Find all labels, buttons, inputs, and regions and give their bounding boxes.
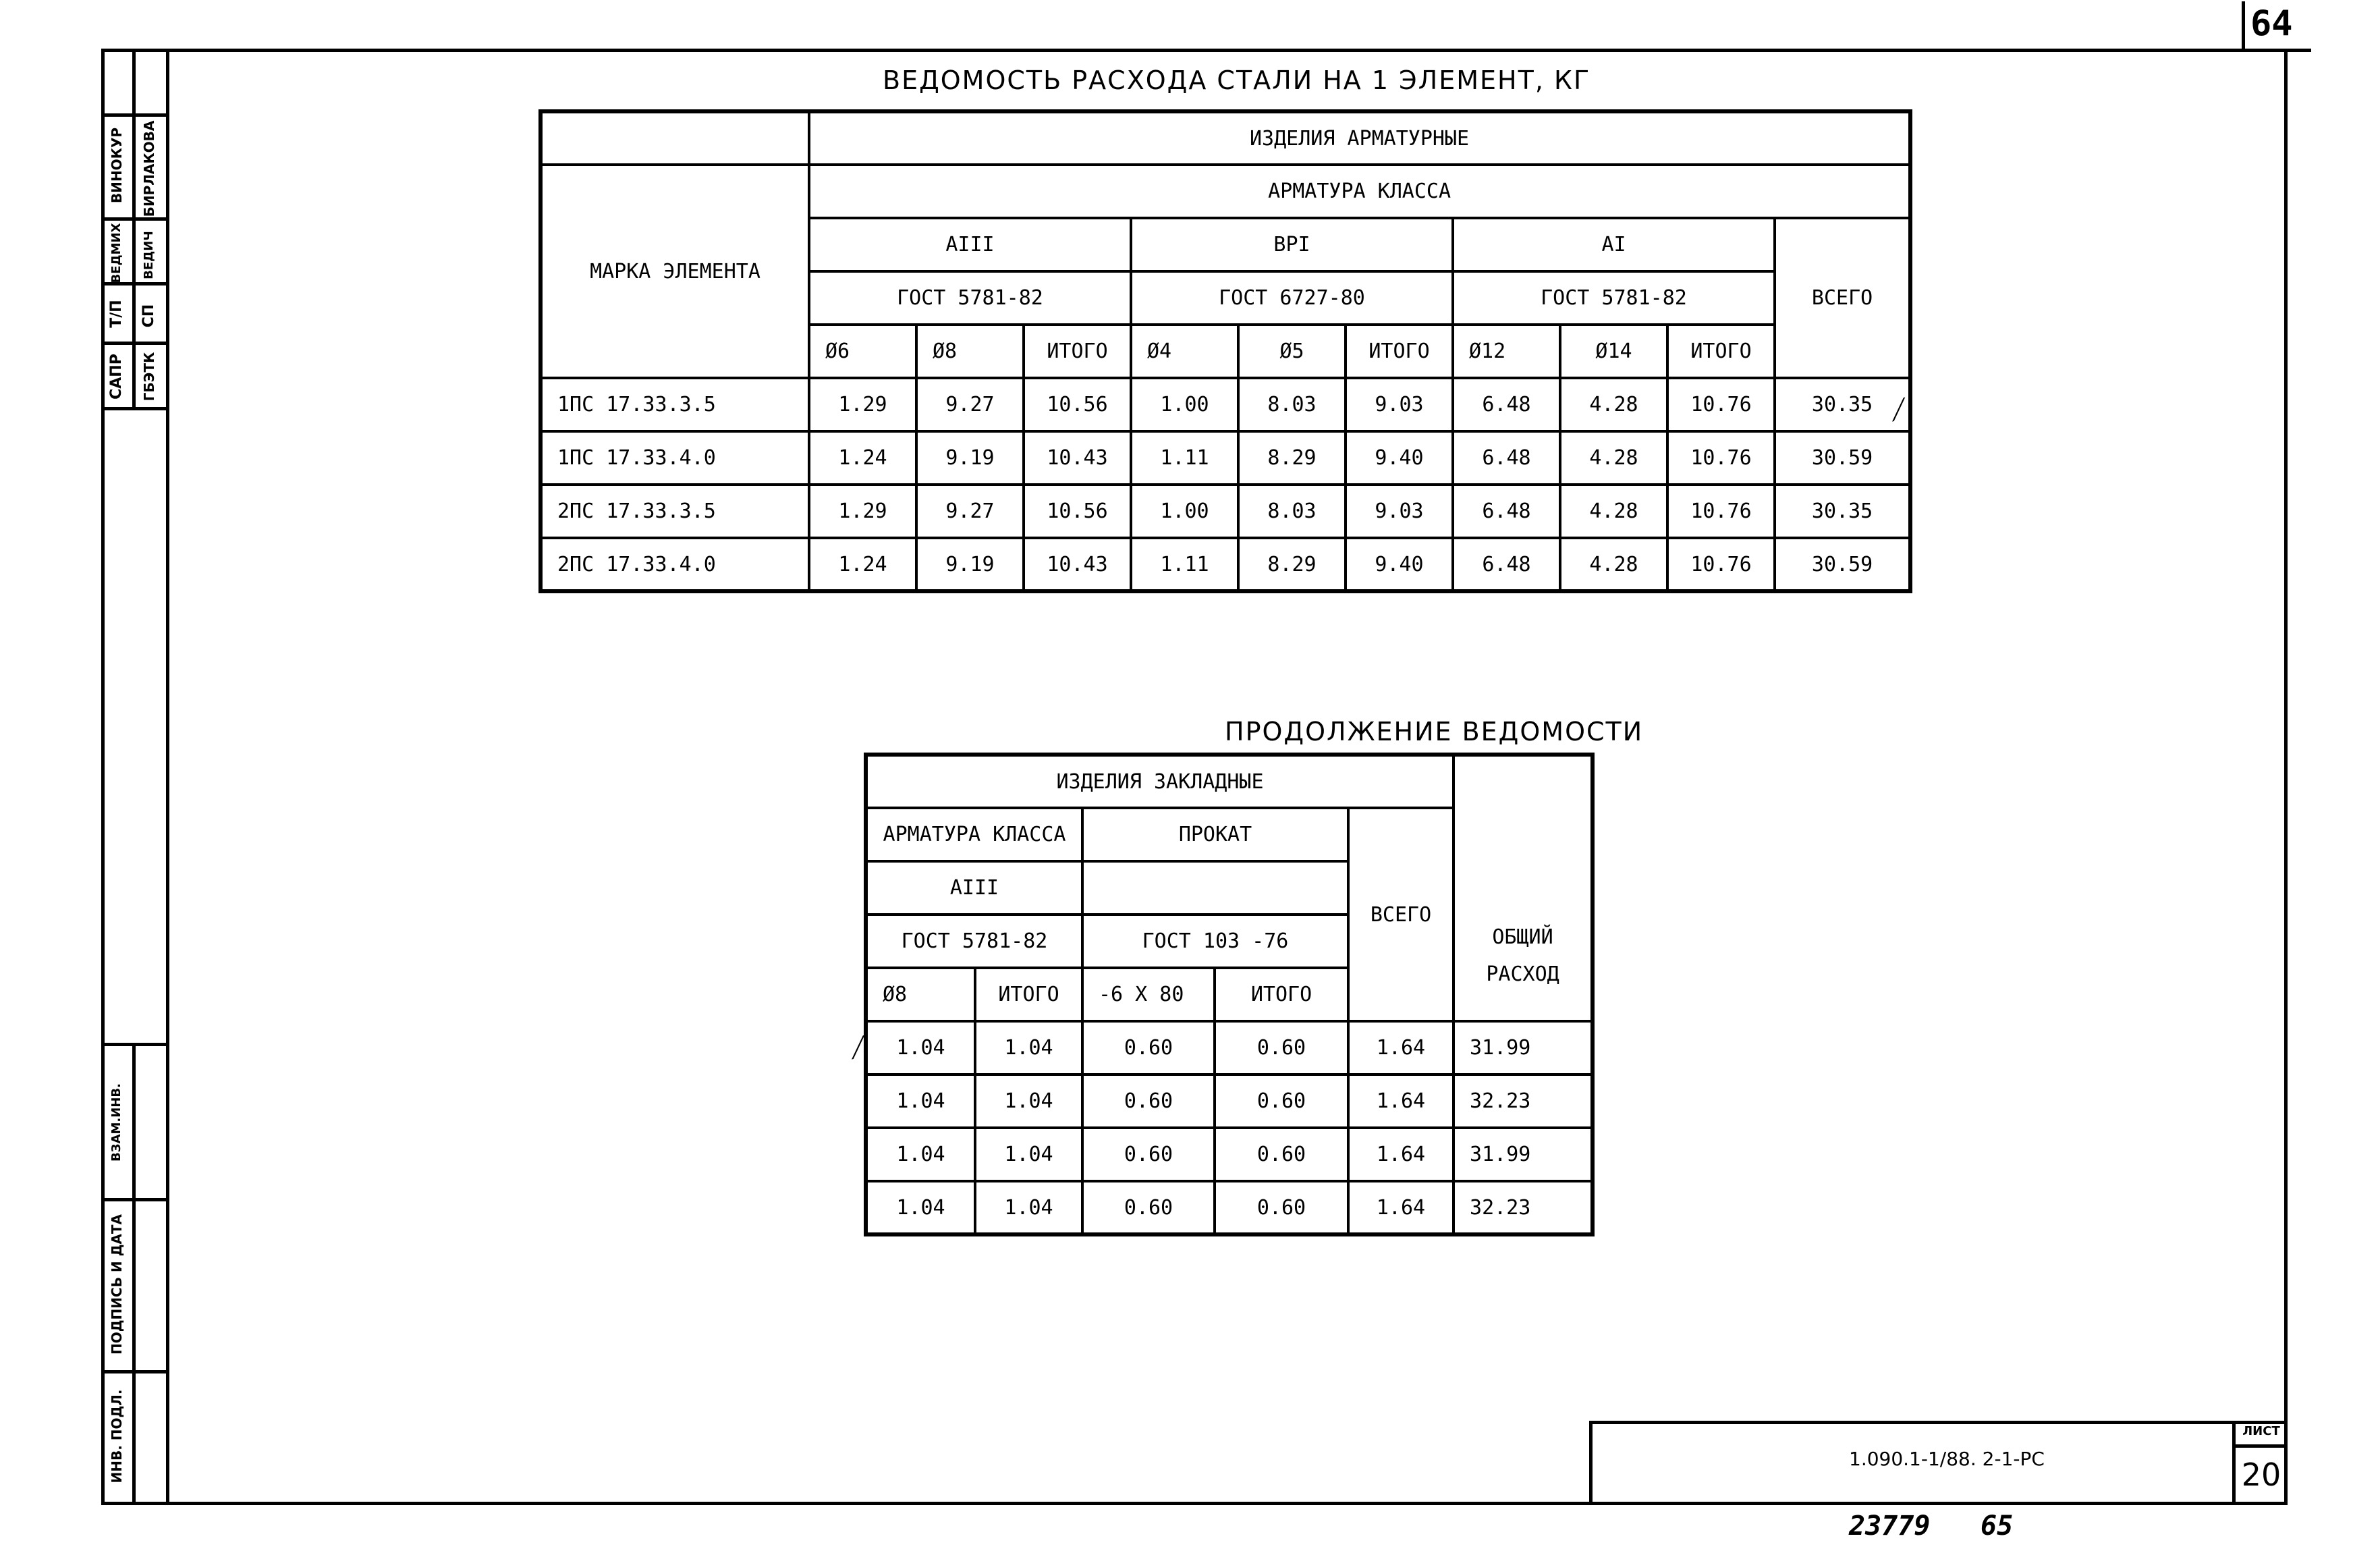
sheet-number: 20 [2241,1457,2281,1493]
stamp-role-sapr: САПР [108,354,125,400]
inventory-number: 23779 [1849,1511,1931,1542]
cell: 1.04 [975,1074,1082,1128]
header-products: ИЗДЕЛИЯ АРМАТУРНЫЕ [809,111,1910,165]
stamp-name-vedmikh: ВЕДМИХ [109,223,123,283]
cell: 0.60 [1082,1128,1215,1181]
table-row [866,1074,1593,1128]
header-col: Ø12 [1453,325,1560,378]
cell: 0.60 [1082,1021,1215,1074]
cell: 1.64 [1348,1074,1454,1128]
header-class: АРМАТУРА КЛАССА [866,808,1082,861]
cell: 6.48 [1453,538,1560,591]
stamp-role-sp: СП [140,304,157,328]
header-group-name: ВРI [1131,218,1453,271]
cell: 32.23 [1454,1074,1593,1128]
cell: 8.29 [1238,431,1346,485]
cell: 1.24 [809,431,916,485]
cell: 4.28 [1560,378,1667,431]
row-mark: 2ПС 17.33.4.0 [541,538,809,591]
cell: 1.04 [866,1128,975,1181]
cell: 1.29 [809,378,916,431]
cell: 1.11 [1131,431,1238,485]
cell: 9.19 [916,538,1024,591]
check-mark-icon: ⟋ [845,1031,872,1066]
cell: 0.60 [1215,1074,1348,1128]
cell: 4.28 [1560,538,1667,591]
cell: 1.64 [1348,1021,1454,1074]
cell: 10.56 [1024,378,1131,431]
cell: 9.40 [1346,538,1453,591]
cell: 1.64 [1348,1128,1454,1181]
header-col: Ø4 [1131,325,1238,378]
header-total: ВСЕГО [1775,218,1910,378]
cell: 10.43 [1024,431,1131,485]
stamp-org-gbetk: ГБЭТК [141,352,157,402]
header-col: ИТОГО [1215,968,1348,1021]
cell: 6.48 [1453,485,1560,538]
cell: 0.60 [1215,1181,1348,1234]
cell: 8.29 [1238,538,1346,591]
cell: 1.11 [1131,538,1238,591]
check-mark-icon: ⟋ [1885,393,1912,428]
footer-page-number: 65 [1981,1511,2014,1542]
row-mark: 2ПС 17.33.3.5 [541,485,809,538]
table-row [866,1181,1593,1234]
cell: 10.76 [1667,378,1775,431]
header-class-name: AIII [866,861,1082,915]
cell: 10.56 [1024,485,1131,538]
header-prokat: ПРОКАТ [1082,808,1348,861]
header-col: Ø8 [866,968,975,1021]
cell: 6.48 [1453,378,1560,431]
cell: 1.04 [975,1021,1082,1074]
stamp-label-inv-podl: ИНВ. ПОДЛ. [109,1389,125,1484]
cell: 0.60 [1082,1181,1215,1234]
header-group-gost: ГОСТ 5781-82 [809,271,1131,325]
stamp-bottom-top [101,1043,169,1046]
cell: 30.59 [1775,538,1910,591]
cell: 1.04 [866,1021,975,1074]
cell: 1.29 [809,485,916,538]
cell: 30.59 [1775,431,1910,485]
header-col: ИТОГО [975,968,1082,1021]
cell: 9.03 [1346,485,1453,538]
cell: 32.23 [1454,1181,1593,1234]
header-col: Ø14 [1560,325,1667,378]
empty-header-cell [541,111,809,165]
cell: 9.19 [916,431,1024,485]
cell: 31.99 [1454,1021,1593,1074]
stamp-role-tp: Т/П [108,300,125,328]
header-col: ИТОГО [1024,325,1131,378]
table-row [541,538,1910,591]
cell: 10.43 [1024,538,1131,591]
header-gost-b: ГОСТ 103 -76 [1082,915,1348,968]
header-col: -6 X 80 [1082,968,1215,1021]
cell: 9.27 [916,485,1024,538]
header-group-name: AIII [809,218,1131,271]
cell: 9.27 [916,378,1024,431]
row-mark: 1ПС 17.33.3.5 [541,378,809,431]
header-common [1454,755,1593,1021]
stamp-label-vzam-inv: ВЗАМ.ИНВ. [109,1083,123,1162]
cell: 0.60 [1215,1128,1348,1181]
cell: 30.35 [1775,485,1910,538]
steel-consumption-table [538,109,1912,593]
doc-code: 1.090.1-1/88. 2-1-PC [1849,1448,2045,1470]
stamp-name-birlakova: БИРЛАКОВА [141,120,157,217]
cell: 31.99 [1454,1128,1593,1181]
cell: 4.28 [1560,431,1667,485]
continuation-table [864,753,1595,1236]
cell: 9.40 [1346,431,1453,485]
top-page-number: 64 [2242,1,2304,52]
table1-title: ВЕДОМОСТЬ РАСХОДА СТАЛИ НА 1 ЭЛЕМЕНТ, КГ [883,65,1591,95]
table-row [541,431,1910,485]
header-col: ИТОГО [1667,325,1775,378]
cell: 1.04 [866,1074,975,1128]
header-col: ИТОГО [1346,325,1453,378]
cell: 1.24 [809,538,916,591]
cell: 9.03 [1346,378,1453,431]
cell: 0.60 [1082,1074,1215,1128]
row-mark: 1ПС 17.33.4.0 [541,431,809,485]
header-products-embedded: ИЗДЕЛИЯ ЗАКЛАДНЫЕ [866,755,1454,808]
stamp-bottom-divider [132,1043,136,1505]
cell: 10.76 [1667,485,1775,538]
stamp-name-vedich: ВЕДИЧ [142,231,156,279]
header-col: Ø6 [809,325,916,378]
header-group-gost: ГОСТ 5781-82 [1453,271,1775,325]
header-group-gost: ГОСТ 6727-80 [1131,271,1453,325]
cell: 6.48 [1453,431,1560,485]
table2-title: ПРОДОЛЖЕНИЕ ВЕДОМОСТИ [1225,717,1644,746]
stamp-column-divider-outer [166,49,169,1505]
cell: 10.76 [1667,538,1775,591]
cell: 30.35 [1775,378,1910,431]
cell: 8.03 [1238,485,1346,538]
header-class: АРМАТУРА КЛАССА [809,165,1910,218]
header-mark: МАРКА ЭЛЕМЕНТА [541,165,809,378]
cell: 10.76 [1667,431,1775,485]
table-row [866,1128,1593,1181]
stamp-name-vinokur: ВИНОКУР [109,127,125,204]
sheet-label: ЛИСТ [2242,1424,2280,1438]
sheet-box-divider [2232,1444,2288,1448]
header-gost-a: ГОСТ 5781-82 [866,915,1082,968]
header-common-text: ОБЩИЙ РАСХОД [1486,925,1559,986]
header-col: Ø8 [916,325,1024,378]
header-prokat-empty [1082,861,1348,915]
cell: 1.04 [975,1181,1082,1234]
header-group-name: AI [1453,218,1775,271]
header-total: ВСЕГО [1348,808,1454,1021]
cell: 4.28 [1560,485,1667,538]
cell: 1.04 [866,1181,975,1234]
frame-top-extension [2284,49,2311,52]
cell: 8.03 [1238,378,1346,431]
stamp-label-signature-date: ПОДПИСЬ И ДАТА [109,1214,125,1355]
cell: 1.00 [1131,378,1238,431]
cell: 1.64 [1348,1181,1454,1234]
cell: 1.04 [975,1128,1082,1181]
table-row [541,378,1910,431]
table-row [866,1021,1593,1074]
cell: 0.60 [1215,1021,1348,1074]
table-row [541,485,1910,538]
cell: 1.00 [1131,485,1238,538]
header-col: Ø5 [1238,325,1346,378]
